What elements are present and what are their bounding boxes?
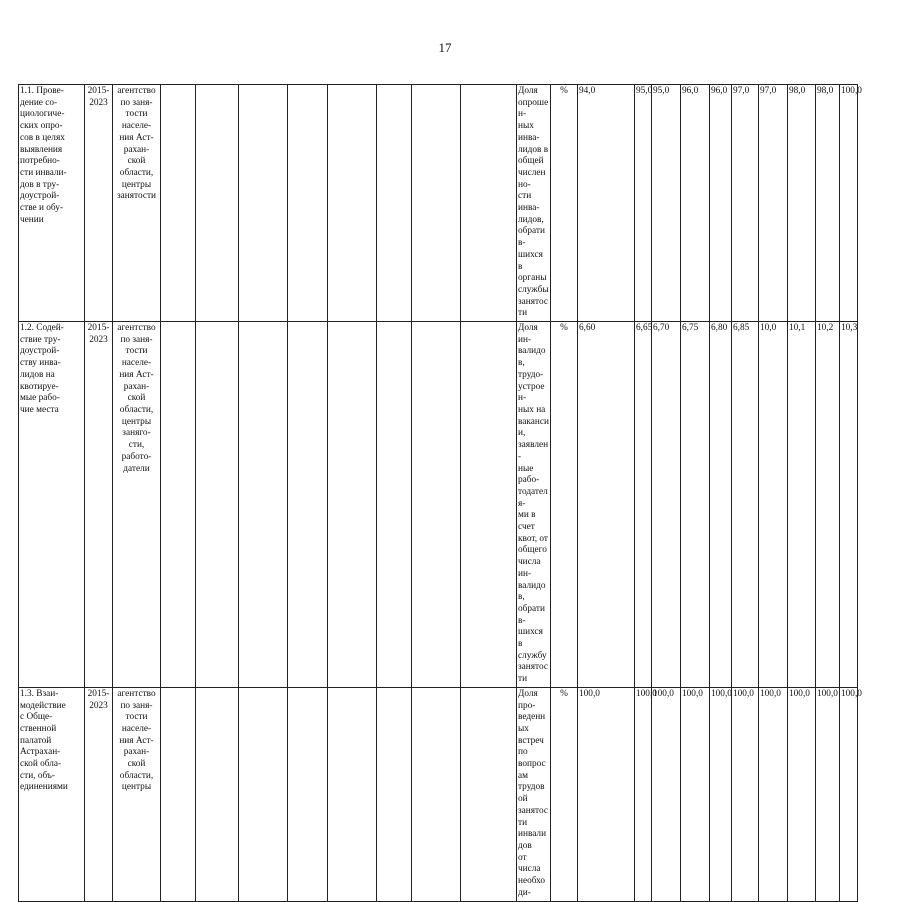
activity-cell-line: 1.2. Содей-	[20, 323, 64, 334]
period-cell	[85, 687, 113, 901]
activity-cell-line: модействие	[20, 700, 66, 711]
executor-cell-line: тости	[125, 712, 148, 723]
value-cell: 10,3	[840, 322, 858, 688]
indicator-cell-line: занятости	[518, 805, 548, 828]
unit-cell: %	[551, 687, 578, 901]
executor-cell-line: области,	[119, 770, 154, 781]
table-body	[19, 85, 919, 902]
program-table	[18, 84, 919, 902]
indicator-cell-line: квот, от	[518, 533, 548, 544]
activity-cell-line: сов в целях	[20, 132, 65, 143]
period-cell	[85, 322, 113, 688]
activity-cell-line: ской обла-	[20, 759, 62, 770]
period-cell-line: 2023	[89, 700, 108, 711]
value-cell: 100,0	[759, 687, 788, 901]
indicator-cell-line: опрошен-	[518, 97, 549, 120]
indicator-cell-line: вопросам	[518, 759, 546, 781]
activity-cell-line: циологиче-	[20, 109, 65, 120]
activity-cell-line: дов в тру-	[20, 179, 60, 190]
indicator-cell-line: ных на	[518, 404, 546, 415]
indicator-cell-line: Доля	[518, 86, 538, 96]
table-row	[19, 322, 919, 688]
empty-cell	[461, 322, 517, 688]
indicator-cell-line: инвалидов	[518, 829, 547, 851]
indicator-cell	[517, 85, 551, 322]
indicator-cell-line: Доля про-	[518, 688, 538, 711]
activity-cell-line: лидов на	[20, 369, 55, 380]
executor-cell-line: области,	[119, 404, 154, 415]
indicator-cell	[517, 687, 551, 901]
indicator-cell-line: лидов,	[518, 214, 544, 225]
activity-cell	[19, 322, 85, 688]
value-cell: 100,0	[732, 687, 759, 901]
empty-cell	[412, 85, 461, 322]
executor-cell-line: агентство	[117, 323, 156, 334]
activity-cell-line: сти инвали-	[20, 167, 67, 178]
empty-cell	[196, 322, 239, 688]
indicator-cell-line: численно-	[518, 167, 546, 190]
empty-cell	[239, 687, 288, 901]
indicator-cell-line: тодателя-	[518, 486, 548, 509]
value-cell: 96,0	[710, 85, 732, 322]
executor-cell-line: по заня-	[120, 334, 153, 345]
indicator-cell-line: заявлен-	[518, 440, 549, 462]
indicator-cell-line: обратив-	[518, 603, 545, 626]
empty-cell	[412, 687, 461, 901]
period-cell-line: 2023	[89, 334, 108, 345]
indicator-cell-line: общей	[518, 156, 544, 167]
activity-cell	[19, 687, 85, 901]
empty-cell	[288, 85, 328, 322]
executor-cell-line: занятости	[116, 191, 157, 202]
activity-cell-line: потребно-	[20, 156, 60, 167]
executor-cell	[113, 687, 161, 901]
value-cell: 97,0	[759, 85, 788, 322]
table-row	[19, 85, 919, 322]
empty-cell	[288, 687, 328, 901]
executor-cell-line: по заня-	[120, 97, 153, 108]
activity-cell-line: ству инва-	[20, 358, 61, 369]
value-cell: 98,0	[816, 85, 840, 322]
value-cell: 6,85	[732, 322, 759, 688]
empty-cell	[461, 687, 517, 901]
period-cell-line: 2015-	[87, 688, 110, 699]
value-cell: 100,0	[681, 687, 710, 901]
executor-cell-line: области,	[119, 167, 154, 178]
value-cell: 6,75	[681, 322, 710, 688]
unit-cell: %	[551, 322, 578, 688]
value-cell: 94,0	[578, 85, 635, 322]
activity-cell-line: Астрахан-	[20, 747, 61, 758]
executor-cell-line: тости	[125, 346, 148, 357]
indicator-cell-line: Доля ин-	[518, 323, 538, 345]
table-row	[19, 687, 919, 901]
value-cell: 100,0	[840, 85, 858, 322]
page-number: 17	[438, 40, 452, 55]
indicator-cell	[517, 322, 551, 688]
value-cell: 95,0	[652, 85, 681, 322]
executor-cell-line: по заня-	[120, 700, 153, 711]
value-cell: 100,0	[635, 687, 652, 901]
empty-cell	[196, 687, 239, 901]
activity-cell-line: сти, объ-	[20, 770, 55, 781]
activity-cell-line: выявления	[20, 144, 63, 155]
indicator-cell-line: вакансии,	[518, 416, 549, 439]
empty-cell	[377, 85, 412, 322]
activity-cell-line: единениями	[20, 782, 68, 793]
executor-cell	[113, 85, 161, 322]
indicator-cell-line: органы	[518, 273, 547, 284]
activity-cell-line: ских опро-	[20, 121, 63, 132]
activity-cell-line: доустрой-	[20, 191, 60, 202]
activity-cell-line: ственной	[20, 723, 57, 734]
empty-cell	[328, 687, 377, 901]
executor-cell-line: датели	[123, 463, 150, 474]
activity-cell-line: ствие тру-	[20, 334, 61, 345]
executor-cell-line: ской	[127, 759, 146, 770]
indicator-cell-line: ные рабо-	[518, 463, 540, 486]
period-cell-line: 2015-	[87, 86, 110, 96]
value-cell: 10,0	[759, 322, 788, 688]
indicator-cell-line: трудовой	[518, 782, 545, 805]
activity-cell-line: палатой	[20, 735, 52, 746]
indicator-cell-line: числа ин-	[518, 557, 541, 579]
executor-cell-line: ния Аст-	[119, 735, 154, 746]
indicator-cell-line: занятости	[518, 662, 548, 685]
activity-cell	[19, 85, 85, 322]
indicator-cell-line: встреч по	[518, 735, 544, 758]
value-cell: 10,1	[788, 322, 816, 688]
value-cell: 100,0	[816, 687, 840, 901]
empty-cell	[328, 85, 377, 322]
executor-cell-line: ской	[127, 393, 146, 404]
executor-cell-line: рахан-	[123, 747, 150, 758]
activity-cell-line: 1.3. Взаи-	[20, 688, 59, 699]
period-cell-line: 2015-	[87, 323, 110, 334]
activity-cell-line: 1.1. Прове-	[20, 86, 64, 96]
empty-cell	[161, 687, 196, 901]
value-cell: 100,0	[710, 687, 732, 901]
indicator-cell-line: сти инва-	[518, 191, 540, 214]
value-cell: 6,60	[578, 322, 635, 688]
period-cell	[85, 85, 113, 322]
executor-cell-line: тости	[125, 109, 148, 120]
executor-cell-line: ния Аст-	[119, 132, 154, 143]
activity-cell-line: стве и обу-	[20, 203, 64, 214]
unit-cell: %	[551, 85, 578, 322]
empty-cell	[288, 322, 328, 688]
activity-cell-line: доустрой-	[20, 346, 60, 357]
executor-cell-line: населе-	[121, 723, 152, 734]
empty-cell	[461, 85, 517, 322]
executor-cell-line: населе-	[121, 358, 152, 369]
indicator-cell-line: необходи-	[518, 876, 546, 898]
value-cell: 10,2	[816, 322, 840, 688]
empty-cell	[377, 322, 412, 688]
indicator-cell-line: службу	[518, 650, 547, 661]
executor-cell-line: рахан-	[123, 381, 150, 392]
value-cell: 100,0	[652, 687, 681, 901]
value-cell: 98,0	[788, 85, 816, 322]
indicator-cell-line: ных инва-	[518, 121, 540, 143]
executor-cell-line: центры	[121, 416, 152, 427]
indicator-cell-line: веденных	[518, 712, 546, 734]
activity-cell-line: чие места	[20, 404, 59, 415]
indicator-cell-line: шихся в	[518, 249, 543, 272]
indicator-cell-line: лидов в	[518, 144, 549, 155]
empty-cell	[377, 687, 412, 901]
indicator-cell-line: трудо-	[518, 369, 544, 380]
indicator-cell-line: ми в счет	[518, 510, 536, 533]
indicator-cell-line: устроен-	[518, 381, 545, 404]
activity-cell-line: с Обще-	[20, 712, 53, 723]
executor-cell-line: населе-	[121, 121, 152, 132]
activity-cell-line: квотируе-	[20, 381, 59, 392]
executor-cell-line: ской	[127, 156, 146, 167]
indicator-cell-line: валидов,	[518, 346, 546, 369]
indicator-cell-line: от числа	[518, 852, 541, 875]
value-cell: 95,0	[635, 85, 652, 322]
value-cell: 6,65	[635, 322, 652, 688]
period-cell-line: 2023	[89, 97, 108, 108]
executor-cell-line: работо-	[121, 451, 152, 462]
activity-cell-line: дение со-	[20, 97, 58, 108]
indicator-cell-line: обратив-	[518, 226, 545, 249]
value-cell: 6,70	[652, 322, 681, 688]
indicator-cell-line: занятости	[518, 296, 548, 319]
executor-cell-line: центры	[121, 179, 152, 190]
empty-cell	[239, 322, 288, 688]
executor-cell-line: агентство	[117, 86, 156, 96]
executor-cell	[113, 322, 161, 688]
value-cell: 6,80	[710, 322, 732, 688]
indicator-cell-line: валидов,	[518, 580, 546, 603]
empty-cell	[161, 85, 196, 322]
value-cell: 100,0	[840, 687, 858, 901]
value-cell: 97,0	[732, 85, 759, 322]
empty-cell	[196, 85, 239, 322]
indicator-cell-line: шихся в	[518, 627, 543, 650]
empty-cell	[239, 85, 288, 322]
activity-cell-line: чении	[20, 214, 44, 225]
value-cell: 100,0	[788, 687, 816, 901]
empty-cell	[161, 322, 196, 688]
value-cell: 96,0	[681, 85, 710, 322]
executor-cell-line: ния Аст-	[119, 369, 154, 380]
activity-cell-line: мые рабо-	[20, 393, 60, 404]
executor-cell-line: агентство	[117, 688, 156, 699]
executor-cell-line: центры	[121, 782, 152, 793]
executor-cell-line: рахан-	[123, 144, 150, 155]
empty-cell	[328, 322, 377, 688]
indicator-cell-line: службы	[518, 284, 549, 295]
value-cell: 100,0	[578, 687, 635, 901]
indicator-cell-line: общего	[518, 545, 547, 556]
executor-cell-line: заняго-	[122, 428, 151, 439]
executor-cell-line: сти,	[128, 440, 145, 451]
empty-cell	[412, 322, 461, 688]
